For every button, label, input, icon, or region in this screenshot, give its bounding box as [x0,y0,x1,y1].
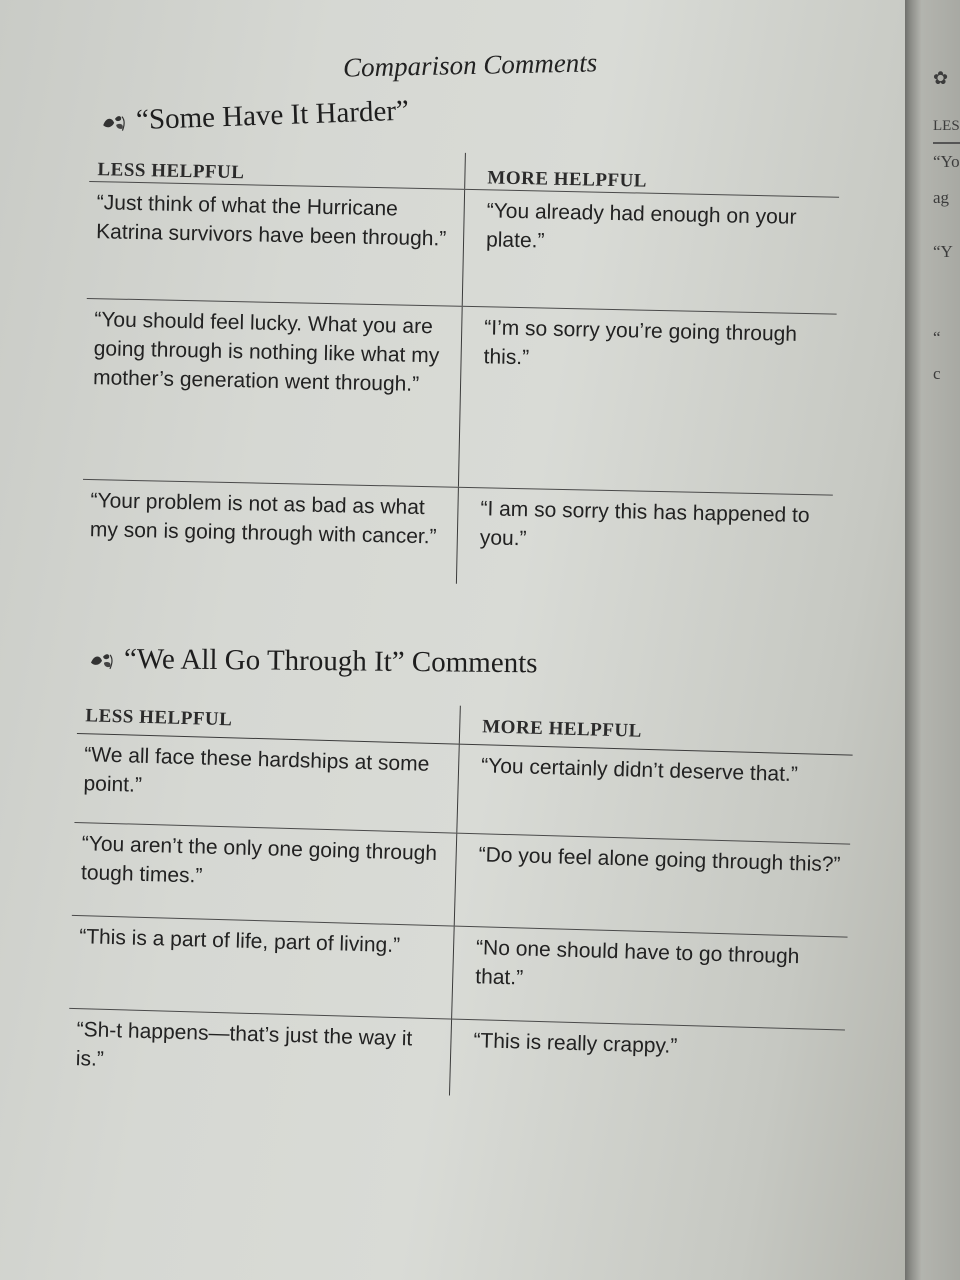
neighbor-fragment: “ [933,328,941,347]
section-title-we-all-go-through-it [88,643,538,681]
section-title-text: “We All Go Through It” Comments [123,643,538,680]
more-helpful-comment: “You certainly didn’t deserve that.” [480,754,799,787]
neighbor-fragment: “Yo [933,152,960,171]
comparison-table-some-have-it-harder [81,145,840,592]
neighbor-fragment: ag [933,188,950,207]
flower-ornament-icon [100,113,129,134]
less-helpful-comment: “We all face these hardships at some point.” [74,734,459,833]
table-row [87,181,839,314]
less-helpful-comment: “Sh-t happens—that’s just the way it is.” [67,1009,452,1096]
more-helpful-comment: “This is really crappy.” [473,1029,678,1058]
neighbor-rule [933,142,960,144]
less-helpful-comment: “Your problem is not as bad as what my son is going through with cancer.” [81,480,459,584]
more-helpful-comment: “No one should have to go through that.” [474,936,800,990]
neighbor-page-edge [905,0,960,1280]
header-more-helpful: MORE HELPFUL [481,716,643,742]
flower-ornament-icon [88,651,116,671]
more-helpful-comment: “I am so sorry this has happened to you.” [479,497,810,551]
section-title-some-have-it-harder [100,95,410,139]
header-less-helpful: LESS HELPFUL [77,695,461,744]
table-row [83,298,837,495]
less-helpful-comment: “You aren’t the only one going through tough times.” [72,823,457,926]
less-helpful-comment: “Just think of what the Hurricane Katrina survivors have been through.” [87,182,465,306]
page-title: Comparison Comments [342,47,598,83]
comparison-table-we-all-go-through-it [67,695,854,1107]
neighbor-fragment: c [933,364,941,383]
header-more-helpful: MORE HELPFUL [487,167,648,192]
less-helpful-comment: “You should feel lucky. What you are going through is nothing like what my mother’s generation went through.” [83,299,463,487]
less-helpful-comment: “This is a part of life, part of living.” [69,916,454,1019]
more-helpful-comment: “You already had enough on your plate.” [485,199,797,253]
neighbor-fragment: LES [933,118,960,134]
flower-ornament-icon: ✿ [933,68,949,88]
section-title-text: “Some Have It Harder” [135,94,410,137]
header-less-helpful: LESS HELPFUL [89,145,466,189]
more-helpful-comment: “Do you feel alone going through this?” [478,843,841,877]
more-helpful-comment: “I’m so sorry you’re going through this.” [483,316,798,370]
neighbor-fragment: “Y [933,242,953,261]
table-row [81,479,833,592]
